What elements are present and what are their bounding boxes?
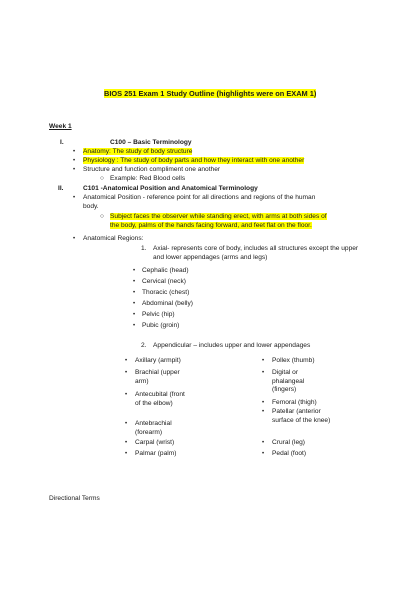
document-title: BIOS 251 Exam 1 Study Outline (highlights were on EXAM 1) xyxy=(104,89,317,98)
bullet-icon: • xyxy=(262,409,265,415)
bullet-icon: • xyxy=(125,370,128,376)
subject-line2: the body, palms of the hands facing forward, and feet flat on the floor. xyxy=(110,222,312,229)
list-item: Abdominal (belly) xyxy=(142,300,193,307)
bullet-icon: • xyxy=(133,312,136,318)
section-heading: C100 – Basic Terminology xyxy=(110,139,192,146)
circle-bullet-icon: ○ xyxy=(100,175,104,182)
list-item: Pelvic (hip) xyxy=(142,311,175,318)
list-item: Crural (leg) xyxy=(272,439,305,446)
list-item: Thoracic (chest) xyxy=(142,289,190,296)
circle-bullet-icon: ○ xyxy=(100,213,104,220)
bullet-icon: • xyxy=(133,323,136,329)
list-item: Cervical (neck) xyxy=(142,278,186,285)
appendicular-text: Appendicular – includes upper and lower appendages xyxy=(153,342,311,349)
subject-line1: Subject faces the observer while standing erect, with arms at both sides of xyxy=(110,213,327,220)
bullet-icon: • xyxy=(133,301,136,307)
bullet-icon: • xyxy=(133,268,136,274)
section-numeral: I. xyxy=(60,139,64,146)
bullet-icon: • xyxy=(125,358,128,364)
list-item: Patellar (anterior surface of the knee) xyxy=(272,408,331,424)
list-item: Carpal (wrist) xyxy=(135,439,175,446)
axial-number: 1. xyxy=(141,245,147,252)
list-item: Antebrachial (forearm) xyxy=(135,420,172,436)
axial-line2: and lower appendages (arms and legs) xyxy=(153,254,268,261)
bullet-icon: • xyxy=(125,392,128,398)
list-item: Pubic (groin) xyxy=(142,322,180,329)
list-item: Digital or phalangeal (fingers) xyxy=(272,369,305,394)
list-item: Antecubital (front of the elbow) xyxy=(135,391,185,407)
bullet-icon: • xyxy=(73,149,76,155)
list-item: Femoral (thigh) xyxy=(272,399,317,406)
bullet-physiology: Physiology : The study of body parts and how they interact with one another xyxy=(83,157,305,164)
section-heading: C101 -Anatomical Position and Anatomical Terminology xyxy=(83,185,258,192)
appendicular-number: 2. xyxy=(141,342,147,349)
bullet-structure: Structure and function compliment one another xyxy=(83,166,221,173)
sub-bullet-example: Example: Red Blood cells xyxy=(110,175,186,182)
anatomical-position-line1: Anatomical Position - reference point for all directions and regions of the human xyxy=(83,194,316,201)
bullet-icon: • xyxy=(262,358,265,364)
anatomical-position-line2: body. xyxy=(83,203,99,210)
bullet-icon: • xyxy=(262,370,265,376)
bullet-anatomy: Anatomy: The study of body structure xyxy=(83,148,193,155)
list-item: Brachial (upper arm) xyxy=(135,369,180,385)
section-numeral: II. xyxy=(58,185,64,192)
bullet-icon: • xyxy=(262,400,265,406)
bullet-icon: • xyxy=(73,167,76,173)
regions-label: Anatomical Regions: xyxy=(83,235,144,242)
bullet-icon: • xyxy=(73,158,76,164)
list-item: Cephalic (head) xyxy=(142,267,189,274)
list-item: Palmar (palm) xyxy=(135,450,177,457)
bullet-icon: • xyxy=(262,440,265,446)
axial-line1: Axial- represents core of body, includes all structures except the upper xyxy=(153,245,359,252)
list-item: Pedal (foot) xyxy=(272,450,307,457)
directional-terms-heading: Directional Terms xyxy=(49,495,100,502)
bullet-icon: • xyxy=(125,451,128,457)
list-item: Pollex (thumb) xyxy=(272,357,315,364)
bullet-icon: • xyxy=(125,421,128,427)
bullet-icon: • xyxy=(73,195,76,201)
bullet-icon: • xyxy=(133,290,136,296)
bullet-icon: • xyxy=(262,451,265,457)
bullet-icon: • xyxy=(133,279,136,285)
bullet-icon: • xyxy=(73,236,76,242)
bullet-icon: • xyxy=(125,440,128,446)
list-item: Axillary (armpit) xyxy=(135,357,181,364)
week-heading: Week 1 xyxy=(49,123,72,130)
